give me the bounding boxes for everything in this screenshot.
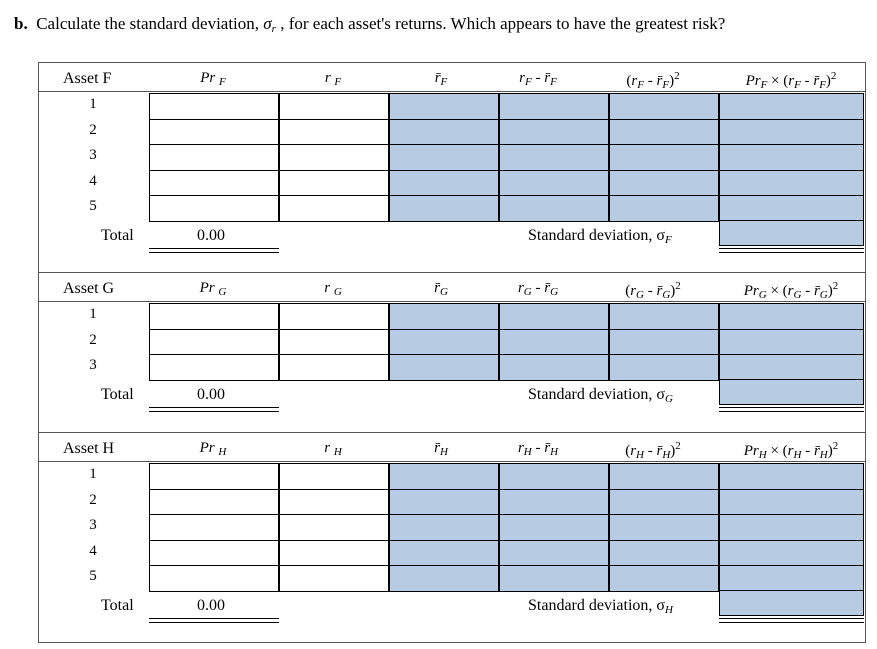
- computed-cell-r2-c5: [609, 329, 719, 356]
- standard-deviation-cell-f: [719, 220, 864, 247]
- computed-cell-r4-c4: [499, 540, 609, 567]
- computed-cell-r4-c5: [609, 540, 719, 567]
- input-cell-r1-c2[interactable]: [279, 93, 389, 120]
- input-cell-r5-c1[interactable]: [149, 195, 279, 222]
- computed-cell-r5-c3: [389, 565, 499, 592]
- computed-cell-r3-c5: [609, 144, 719, 171]
- computed-cell-r1-c5: [609, 463, 719, 490]
- total-double-underline: [149, 248, 279, 253]
- question-text-before: Calculate the standard deviation,: [36, 14, 264, 33]
- input-cell-r1-c1[interactable]: [149, 303, 279, 330]
- input-cell-r4-c1[interactable]: [149, 170, 279, 197]
- standard-deviation-label: Standard deviation, $\sigma_H$: [528, 596, 673, 616]
- asset-g-table: [38, 272, 866, 433]
- computed-cell-r3-c6: [719, 354, 864, 381]
- row-number: 1: [89, 306, 97, 322]
- input-cell-r2-c1[interactable]: [149, 489, 279, 516]
- standard-deviation-cell-h: [719, 590, 864, 617]
- input-cell-r1-c2[interactable]: [279, 303, 389, 330]
- header-row: [39, 63, 865, 92]
- row-number: 4: [89, 542, 97, 559]
- computed-cell-r2-c6: [719, 489, 864, 516]
- computed-cell-r4-c6: [719, 540, 864, 567]
- total-probability-value: 0.00: [197, 596, 225, 614]
- computed-cell-r1-c3: [389, 303, 499, 330]
- computed-cell-r3-c3: [389, 514, 499, 541]
- input-cell-r5-c1[interactable]: [149, 565, 279, 592]
- computed-cell-r2-c5: [609, 119, 719, 146]
- input-cell-r2-c2[interactable]: [279, 329, 389, 356]
- input-cell-r5-c2[interactable]: [279, 565, 389, 592]
- computed-cell-r3-c6: [719, 144, 864, 171]
- input-cell-r3-c2[interactable]: [279, 144, 389, 171]
- sigma-subscript: r: [271, 23, 276, 35]
- column-header-2: $r̄_G$: [434, 280, 448, 298]
- computed-cell-r2-c3: [389, 119, 499, 146]
- input-cell-r3-c2[interactable]: [279, 514, 389, 541]
- question-label: b.: [14, 14, 28, 33]
- column-header-4: ($r_F$ - $r̄_F)^2$: [626, 70, 680, 91]
- total-label: Total: [101, 385, 134, 403]
- computed-cell-r1-c3: [389, 93, 499, 120]
- sigma-symbol: σ: [263, 14, 272, 33]
- column-header-1: r $_H$: [324, 440, 342, 458]
- computed-cell-r5-c4: [499, 565, 609, 592]
- standard-deviation-underline: [719, 407, 864, 412]
- computed-cell-r5-c5: [609, 565, 719, 592]
- column-header-5: $Pr_H \times (r_H$ - $r̄_H)^2$: [743, 440, 839, 461]
- row-number: 4: [89, 172, 97, 189]
- computed-cell-r2-c4: [499, 329, 609, 356]
- computed-cell-r4-c6: [719, 170, 864, 197]
- input-cell-r4-c1[interactable]: [149, 540, 279, 567]
- standard-deviation-label: Standard deviation, $\sigma_F$: [528, 226, 672, 246]
- column-header-1: r $_F$: [324, 70, 342, 88]
- computed-cell-r2-c6: [719, 119, 864, 146]
- computed-cell-r1-c6: [719, 93, 864, 120]
- column-header-5: $Pr_F \times (r_F$ - $r̄_F)^2$: [745, 70, 837, 91]
- computed-cell-r1-c5: [609, 303, 719, 330]
- asset-name: Asset F: [63, 70, 112, 87]
- row-number: 3: [89, 147, 97, 163]
- column-header-5: $Pr_G \times (r_G$ - $r̄_G)^2$: [743, 280, 839, 301]
- column-header-4: ($r_G$ - $r̄_G)^2$: [625, 280, 681, 301]
- standard-deviation-cell-g: [719, 379, 864, 406]
- input-cell-r3-c1[interactable]: [149, 514, 279, 541]
- total-double-underline: [149, 407, 279, 412]
- question-text: [14, 14, 725, 35]
- computed-cell-r4-c3: [389, 170, 499, 197]
- computed-cell-r3-c6: [719, 514, 864, 541]
- computed-cell-r5-c3: [389, 195, 499, 222]
- input-cell-r4-c2[interactable]: [279, 540, 389, 567]
- column-header-2: $r̄_F$: [434, 70, 448, 88]
- standard-deviation-label: Standard deviation, $\sigma_G$: [528, 385, 673, 405]
- computed-cell-r1-c4: [499, 463, 609, 490]
- computed-cell-r3-c3: [389, 354, 499, 381]
- computed-cell-r2-c3: [389, 489, 499, 516]
- total-label: Total: [101, 226, 134, 244]
- column-header-4: ($r_H$ - $r̄_H)^2$: [625, 440, 681, 461]
- input-cell-r3-c2[interactable]: [279, 354, 389, 381]
- column-header-3: $r_G$ - $r̄_G$: [517, 280, 559, 298]
- computed-cell-r4-c3: [389, 540, 499, 567]
- asset-name: Asset G: [63, 280, 115, 297]
- computed-cell-r2-c4: [499, 119, 609, 146]
- computed-cell-r4-c5: [609, 170, 719, 197]
- input-cell-r2-c2[interactable]: [279, 489, 389, 516]
- input-cell-r5-c2[interactable]: [279, 195, 389, 222]
- computed-cell-r5-c5: [609, 195, 719, 222]
- row-number: 2: [89, 331, 97, 348]
- input-cell-r4-c2[interactable]: [279, 170, 389, 197]
- computed-cell-r1-c5: [609, 93, 719, 120]
- total-probability-value: 0.00: [197, 385, 225, 403]
- total-double-underline: [149, 618, 279, 623]
- asset-name: Asset H: [63, 440, 115, 457]
- computed-cell-r2-c5: [609, 489, 719, 516]
- input-cell-r2-c2[interactable]: [279, 119, 389, 146]
- row-number: 2: [89, 491, 97, 508]
- question-text-after: , for each asset's returns. Which appears to have the greatest risk?: [275, 14, 726, 33]
- computed-cell-r5-c6: [719, 565, 864, 592]
- input-cell-r2-c1[interactable]: [149, 329, 279, 356]
- header-row: [39, 273, 865, 302]
- row-number: 5: [89, 198, 97, 214]
- column-header-2: $r̄_H$: [434, 440, 448, 458]
- row-number: 3: [89, 357, 97, 373]
- computed-cell-r1-c6: [719, 463, 864, 490]
- computed-cell-r1-c4: [499, 303, 609, 330]
- standard-deviation-underline: [719, 248, 864, 253]
- standard-deviation-underline: [719, 618, 864, 623]
- input-cell-r1-c2[interactable]: [279, 463, 389, 490]
- column-header-3: $r_F$ - $r̄_F$: [519, 70, 557, 88]
- computed-cell-r4-c4: [499, 170, 609, 197]
- computed-cell-r3-c4: [499, 514, 609, 541]
- header-row: [39, 433, 865, 462]
- column-header-3: $r_H$ - $r̄_H$: [517, 440, 559, 458]
- computed-cell-r3-c4: [499, 144, 609, 171]
- computed-cell-r1-c3: [389, 463, 499, 490]
- row-number: 1: [89, 466, 97, 482]
- computed-cell-r3-c3: [389, 144, 499, 171]
- row-number: 2: [89, 121, 97, 138]
- computed-cell-r3-c5: [609, 514, 719, 541]
- row-number: 1: [89, 96, 97, 112]
- computed-cell-r5-c4: [499, 195, 609, 222]
- computed-cell-r3-c4: [499, 354, 609, 381]
- computed-cell-r3-c5: [609, 354, 719, 381]
- input-cell-r1-c1[interactable]: [149, 93, 279, 120]
- input-cell-r2-c1[interactable]: [149, 119, 279, 146]
- computed-cell-r2-c3: [389, 329, 499, 356]
- computed-cell-r5-c6: [719, 195, 864, 222]
- row-number: 5: [89, 568, 97, 584]
- computed-cell-r1-c6: [719, 303, 864, 330]
- computed-cell-r2-c4: [499, 489, 609, 516]
- input-cell-r3-c1[interactable]: [149, 354, 279, 381]
- column-header-1: r $_G$: [324, 280, 342, 298]
- row-number: 3: [89, 517, 97, 533]
- asset-h-table: [38, 432, 866, 643]
- column-header-0: Pr $_F$: [200, 70, 226, 88]
- input-cell-r3-c1[interactable]: [149, 144, 279, 171]
- computed-cell-r2-c6: [719, 329, 864, 356]
- input-cell-r1-c1[interactable]: [149, 463, 279, 490]
- total-label: Total: [101, 596, 134, 614]
- total-probability-value: 0.00: [197, 226, 225, 244]
- column-header-0: Pr $_H$: [199, 440, 227, 458]
- asset-f-table: [38, 62, 866, 273]
- computed-cell-r1-c4: [499, 93, 609, 120]
- column-header-0: Pr $_G$: [199, 280, 227, 298]
